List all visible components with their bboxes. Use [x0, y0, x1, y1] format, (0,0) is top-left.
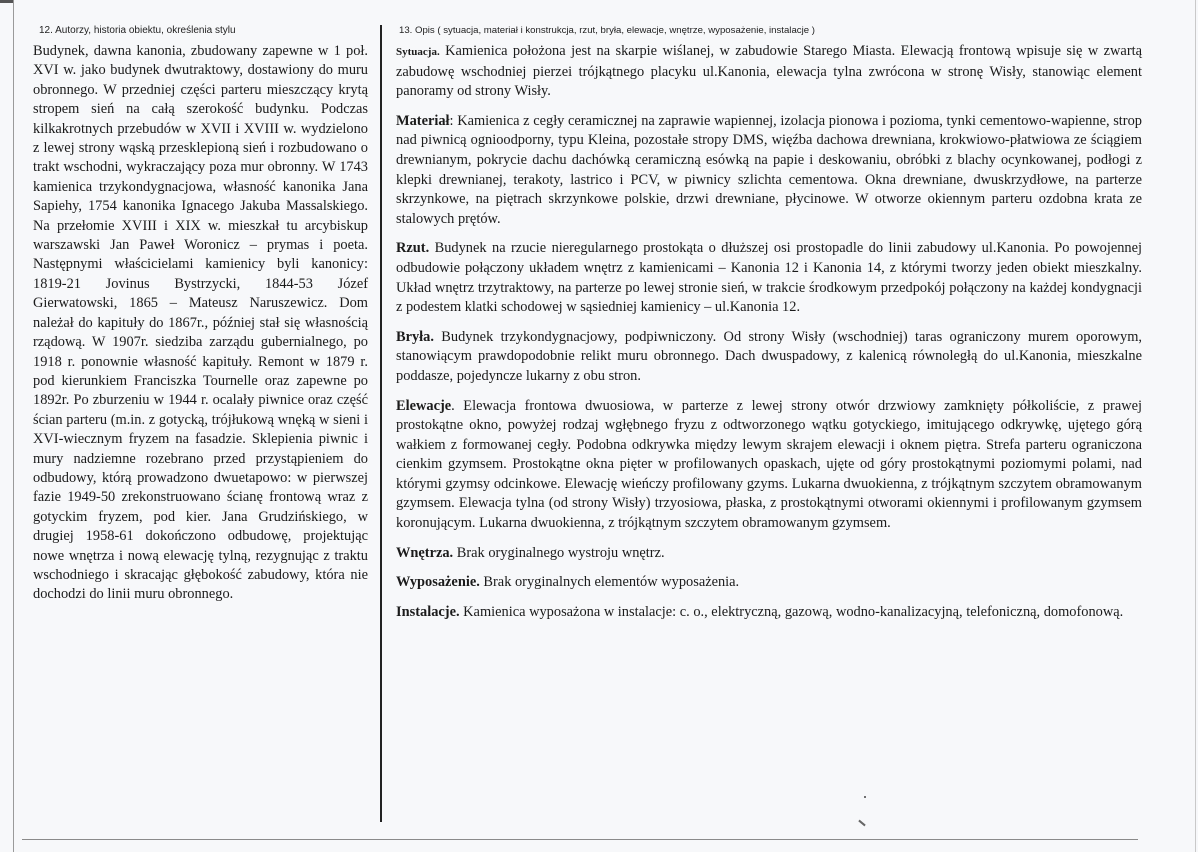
- history-text: Budynek, dawna kanonia, zbudowany zapewne w 1 poł. XVI w. jako budynek dwutraktowy, dostawiony do muru obronnego. W przedniej części parteru mieszczący krytą stropem sień na całą szerokość budynku. Podczas kilkakrotnych przebudów w XVII i XVIII w. wydzielono z lewej strony wąską przesklepioną sień i rozbudowano o trakt wschodni, wykraczający poza mur obronny. W 1743 kamienica trzykondygnacjowa, własność kanonika Jana Sapiehy, 1754 kanonika Ignacego Jakuba Massalskiego. Na przełomie XVIII i XIX w. mieszkał tu arcybiskup warszawski Jan Paweł Woronicz – prymas i poeta. Następnymi właścicielami kamienicy byli kanonicy: 1819-21 Jovinus Bystrzycki, 1844-53 Józef Gierwatowski, 1865 – Mateusz Naruszewicz. Dom należał do kapituły do 1867r., później stał się własnością rządową. W 1907r. siedziba zarządu gubernialnego, po 1918 r. ponownie własność kapituły. Remont w 1879 r. pod kierunkiem Franciszka Tournelle oraz zapewne po 1892r. Po zburzeniu w 1944 r. ocalały piwnice oraz część ścian parteru (m.in. z gotycką, trójłukową wnęką w sieni i XVI-wiecznym fryzem na fasadzie. Sklepienia piwnic i mury nadziemne rozebrano przed przystąpieniem do odbudowy, którą prowadzono dwuetapowo: w pierwszej fazie 1949-50 zrekonstruowano ścianę frontową wraz z gotyckim fryzem, pod kier. Jana Grudzińskiego, w drugiej 1958-61 dokończono odbudowę, projektując nowe wnętrza i nową elewację tylną, rezygnując z traktu wschodniego i skracając głębokość zabudowy, która nie dochodzi do linii muru obronnego.: [33, 43, 368, 603]
- paragraph-title: Wnętrza.: [396, 544, 454, 561]
- paragraph-material: [396, 112, 1142, 230]
- section-12-header: 12. Autorzy, historia obiektu, określenia stylu: [39, 25, 236, 36]
- paragraph-sytuacja: [396, 42, 1142, 102]
- paragraph-title: Wyposażenie.: [396, 574, 480, 591]
- scan-corner-mark: [0, 0, 14, 3]
- paragraph-wnetrza: [396, 544, 1142, 564]
- page-edge-right: [1195, 0, 1196, 852]
- bottom-rule: [22, 839, 1138, 840]
- paragraph-title: Rzut.: [396, 240, 430, 257]
- paragraph-title: Instalacje.: [396, 603, 460, 620]
- paragraph-body: Kamienica położona jest na skarpie wiślanej, w zabudowie Starego Miasta. Elewacją frontową wpisuje się w zwartą zabudowę wschodniej pierzei trójkątnego placyku ul.Kanonia, elewacja tylna zwrócona w stronę Wisły, stanowiąc element panoramy od strony Wisły.: [396, 43, 1142, 100]
- paragraph-title: Bryła.: [396, 328, 434, 345]
- paragraph-body: . Elewacja frontowa dwuosiowa, w parterze z lewej strony otwór drzwiowy zamknięty półkoliście, z prawej prostokątne okno, powyżej rodzaj wgłębnego fryzu z odtworzonego wątku gotyckiego, imitującego odkrywkę, ujętego górą wałkiem z formowanej cegły. Podobna odkrywka między lewym skrajem elewacji i oknem piętra. Strefa parteru ograniczona cienkim gzymsem. Prostokątne okna pięter w profilowanych opaskach, ujęte od góry prostokątnymi poziomymi polami, nad którymi gzymsy odcinkowe. Elewację wieńczy profilowany gzyms. Lukarna dwuokienna, z trójkątnym szczytem obramowanym gzymsem. Elewacja tylna (od strony Wisły) trzyosiowa, płaska, z prostokątnymi otworami okiennymi i profilowanym gzymsem koronującym. Lukarna dwuokienna, z trójkątnym szczytem obramowanym gzymsem.: [396, 397, 1142, 532]
- paragraph-wyposazenie: [396, 573, 1142, 593]
- paragraph-title: Materiał: [396, 112, 450, 129]
- history-column: [33, 25, 368, 605]
- description-column: [396, 25, 1142, 632]
- paragraph-body: Budynek na rzucie nieregularnego prostokąta o dłuższej osi prostopadle do linii zabudowy ul.Kanonia. Po powojennej odbudowie połączony układem wnętrz z kamienicami – Kanonia 12 i Kanonia 14, z którymi tworzy jeden obiekt mieszkalny. Układ wnętrz trzytraktowy, na parterze po lewej stronie sień, w trakcie środkowym przedpokój połączony na każdej kondygnacji z podestem klatki schodowej w sąsiedniej kamienicy – ul.Kanonia 12.: [396, 240, 1142, 316]
- section-13-header: 13. Opis ( sytuacja, materiał i konstrukcja, rzut, bryła, elewacje, wnętrze, wyposażenie, instalacje ): [399, 25, 815, 36]
- paragraph-title: Sytuacja.: [396, 46, 440, 58]
- paragraph-body: Budynek trzykondygnacjowy, podpiwniczony. Od strony Wisły (wschodniej) taras ograniczony murem oporowym, stanowiącym prawdopodobnie relikt muru obronnego. Dach dwuspadowy, z kalenicą równoległą do ul.Kanonia, mieszkalne poddasze, pojedyncze lukarny z obu stron.: [396, 328, 1142, 384]
- paragraph-bryla: [396, 328, 1142, 387]
- column-divider: [380, 25, 382, 822]
- paragraph-body: : Kamienica z cegły ceramicznej na zaprawie wapiennej, izolacja pionowa i pozioma, tynki cementowo-wapienne, strop nad piwnicą ognioodporny, typu Kleina, pozostałe stropy DMS, więźba dachowa drewniana, krokwiowo-płatwiowa ze ściągiem drewnianym, pokrycie dachu dachówką ceramiczną esówką na papie i deskowaniu, obróbki z blachy ocynkowanej, podłogi z klepki drewnianej, terakoty, lastrico i PCV, w piwnicy szlichta cementowa. Okna drewniane, dwuskrzydłowe, na parterze skrzynkowe, na piętrach skrzynkowe polskie, drzwi drewniane, płycinowe. W otworze okiennym parteru ozdobna krata ze stalowych prętów.: [396, 112, 1142, 227]
- paragraph-body: Kamienica wyposażona w instalacje: c. o., elektryczną, gazową, wodno-kanalizacyjną, telefoniczną, domofonową.: [459, 603, 1124, 620]
- paragraph-instalacje: [396, 603, 1142, 623]
- paragraph-rzut: [396, 239, 1142, 317]
- scan-artifact: [858, 820, 865, 827]
- page-edge-left: [13, 0, 14, 852]
- paragraph-title: Elewacje: [396, 397, 452, 414]
- scan-artifact: [864, 796, 866, 798]
- paragraph-body: Brak oryginalnych elementów wyposażenia.: [479, 574, 740, 591]
- paragraph-body: Brak oryginalnego wystroju wnętrz.: [453, 544, 665, 561]
- paragraph-elewacje: [396, 397, 1142, 534]
